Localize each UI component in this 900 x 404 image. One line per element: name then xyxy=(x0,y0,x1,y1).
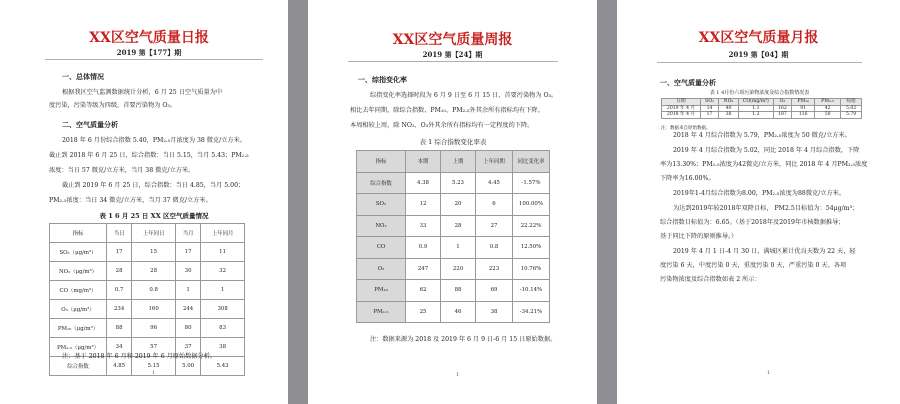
table-cell: 234 xyxy=(107,300,132,319)
table-cell: 83 xyxy=(201,319,245,338)
table-cell: 88 xyxy=(107,319,132,338)
table-header-row xyxy=(357,151,550,173)
table-cell: 33 xyxy=(406,215,441,237)
table-cell: 37 xyxy=(175,338,200,357)
table-cell: PM₁₀ xyxy=(357,280,406,302)
table-cell: 17 xyxy=(701,112,719,119)
table-row xyxy=(662,112,862,119)
table-cell: O₃（μg/m³） xyxy=(50,300,107,319)
weekly-section-1: 一、综指变化率 xyxy=(358,75,407,84)
table-cell: 46 xyxy=(441,301,476,323)
daily-issue: 2019 第【177】期 xyxy=(116,48,182,57)
weekly-table-caption: 表 1 综合指数变化率表 xyxy=(419,138,487,146)
table-cell: 0.8 xyxy=(132,281,176,300)
table-header-cell: 上期 xyxy=(441,151,476,173)
table-header-row xyxy=(50,224,245,243)
table-row xyxy=(357,301,550,323)
table-cell: 5.00 xyxy=(175,357,200,376)
table-cell: 17 xyxy=(107,243,132,262)
weekly-issue: 2019 第【24】期 xyxy=(422,50,483,59)
table-header-cell: PM₂.₅ xyxy=(815,99,841,106)
table-row xyxy=(50,262,245,281)
table-cell: NO₂ xyxy=(357,215,406,237)
table-row xyxy=(50,243,245,262)
page-gutter-right xyxy=(597,0,617,404)
monthly-para-4-line-3: 基于同比下降的原则推导。） xyxy=(660,233,738,240)
table-cell: 38 xyxy=(201,338,245,357)
table-cell: 5.79 xyxy=(841,112,862,119)
table-cell: 160 xyxy=(132,300,176,319)
table-cell: CO（mg/m³） xyxy=(50,281,107,300)
table-cell: 88 xyxy=(441,280,476,302)
table-cell: -10.14% xyxy=(513,280,550,302)
weekly-report-page xyxy=(308,0,597,404)
table-cell: 4.38 xyxy=(406,172,441,194)
table-cell: 5.02 xyxy=(841,105,862,112)
monthly-para-5-line-2: 度污染 6 天，中度污染 0 天，重度污染 0 天，严重污染 0 天。各项 xyxy=(660,262,847,269)
weekly-note: 注：数据来源为 2018 及 2019 年 6 月 9 日-6 月 15 日原始数据。 xyxy=(370,336,557,343)
daily-para-2-line-3: 浓度：当日 57 微克/立方米，当月 38 微克/立方米。 xyxy=(49,167,195,174)
daily-note: 注：基于 2018 年 6 月和 2019 年 6 月原始数据分析。 xyxy=(62,353,217,360)
weekly-title: XX区空气质量周报 xyxy=(392,32,513,48)
table-header-cell: 上年同期 xyxy=(476,151,513,173)
table-header-cell: 上年同月 xyxy=(201,224,245,243)
table-cell: 100.00% xyxy=(513,194,550,216)
table-cell: 247 xyxy=(406,258,441,280)
table-header-cell: NO₂ xyxy=(719,99,739,106)
table-cell: 28 xyxy=(132,262,176,281)
table-cell: 187 xyxy=(773,112,791,119)
table-cell: 80 xyxy=(175,319,200,338)
monthly-para-3: 2019年1-4月综合指数为8.00，PM₂.₅浓度为88微克/立方米。 xyxy=(673,190,846,197)
table-header-cell: 同比变化率 xyxy=(513,151,550,173)
table-header-cell: 本期 xyxy=(406,151,441,173)
table-cell: 30 xyxy=(175,262,200,281)
monthly-section-1: 一、空气质量分析 xyxy=(660,78,716,87)
header-rule xyxy=(348,61,558,62)
table-cell: 4.85 xyxy=(107,357,132,376)
table-cell: 15 xyxy=(132,243,176,262)
table-cell: 综合指数 xyxy=(357,172,406,194)
table-cell: 0.7 xyxy=(107,281,132,300)
table-cell: SO₂（μg/m³） xyxy=(50,243,107,262)
table-cell: 223 xyxy=(476,258,513,280)
table-cell: 32 xyxy=(201,262,245,281)
table-header-cell: 上年同日 xyxy=(132,224,176,243)
weekly-para-1-line-3: 本周相较上周，除 NO₂、O₃外其余所有指标均有一定程度的下降。 xyxy=(350,122,534,129)
monthly-table-caption: 表 1 4月份六项污染物浓度及综合指数情况表 xyxy=(709,90,810,96)
page-number: 1 xyxy=(456,372,460,378)
monthly-report-page xyxy=(617,0,900,404)
daily-report-page xyxy=(0,0,288,404)
table-row xyxy=(357,258,550,280)
table-row xyxy=(357,215,550,237)
monthly-para-1: 2018 年 4 月综合指数为 5.79，PM₂.₅浓度为 50 微克/立方米。 xyxy=(673,132,851,139)
table-cell: -34.21% xyxy=(513,301,550,323)
table-header-cell: O₃ xyxy=(773,99,791,106)
table-cell: 4.45 xyxy=(476,172,513,194)
monthly-title: XX区空气质量月报 xyxy=(698,30,819,46)
table-cell: 1 xyxy=(201,281,245,300)
table-cell: 308 xyxy=(201,300,245,319)
table-cell: 5.43 xyxy=(201,357,245,376)
table-cell: 1.1 xyxy=(738,105,773,112)
table-row xyxy=(357,280,550,302)
table-cell: 14 xyxy=(701,105,719,112)
table-row xyxy=(357,172,550,194)
table-row xyxy=(357,237,550,259)
table-cell: 11 xyxy=(201,243,245,262)
daily-para-1-line-2: 度污染，污染等级为四级，首要污染物为 O₃。 xyxy=(49,102,177,109)
header-rule xyxy=(45,59,263,60)
table-cell: 27 xyxy=(476,215,513,237)
table-header-cell: CO(mg/m³) xyxy=(738,99,773,106)
table-cell: 162 xyxy=(773,105,791,112)
table-cell: 1 xyxy=(441,237,476,259)
table-cell: 38 xyxy=(719,112,739,119)
table-cell: 17 xyxy=(175,243,200,262)
table-cell: 28 xyxy=(441,215,476,237)
table-cell: PM₁₀（μg/m³） xyxy=(50,319,107,338)
table-cell: O₃ xyxy=(357,258,406,280)
table-row xyxy=(50,319,245,338)
table-cell: 40 xyxy=(719,105,739,112)
table-cell: 220 xyxy=(441,258,476,280)
daily-para-2-line-1: 2018 年 6 月份综合指数 5.40，PM₂.₅月浓度为 38 微克/立方米。 xyxy=(62,137,247,144)
daily-para-2-line-2: 截止到 2018 年 6 月 25 日，综合指数：当日 5.15，当月 5.43；PM₂.₅ xyxy=(49,152,249,159)
daily-para-3-line-1: 截止到 2019 年 6 月 25 日，综合指数：当日 4.85，当月 5.00； xyxy=(62,182,245,189)
table-header-cell: 当日 xyxy=(107,224,132,243)
table-cell: 22.22% xyxy=(513,215,550,237)
table-cell: 综合指数 xyxy=(50,357,107,376)
monthly-para-2-line-2: 率为13.30%；PM₂.₅浓度为42微克/立方米，同比 2018 年 4 月PM₂.₅浓度 xyxy=(660,161,868,168)
page-number: 1 xyxy=(152,370,156,376)
table-cell: 0.8 xyxy=(476,237,513,259)
table-cell: 1 xyxy=(175,281,200,300)
table-cell: 244 xyxy=(175,300,200,319)
monthly-para-2-line-3: 下降率为16.00%。 xyxy=(660,175,715,182)
daily-para-1-line-1: 根据我区空气监测数据统计分析，6 月 25 日空气质量为中 xyxy=(62,89,223,96)
monthly-para-5-line-1: 2019 年 4 月 1 日-4 月 30 日，满城区累计优良天数为 22 天，轻 xyxy=(673,248,856,255)
monthly-pollutant-table xyxy=(661,98,862,119)
table-cell: 34 xyxy=(107,338,132,357)
table-cell: PM₂.₅ xyxy=(357,301,406,323)
daily-section-1: 一、总体情况 xyxy=(62,72,104,81)
table-header-cell: 综指 xyxy=(841,99,862,106)
monthly-para-4-line-1: 为达到2019年较2018年双降目标， PM2.5目标值为：54μg/m³； xyxy=(673,205,859,212)
table-header-cell: 当月 xyxy=(175,224,200,243)
table-cell: 5.15 xyxy=(132,357,176,376)
table-header-cell: SO₂ xyxy=(701,99,719,106)
table-cell: 10.76% xyxy=(513,258,550,280)
table-cell: 116 xyxy=(792,112,815,119)
table-header-cell: 日期 xyxy=(662,99,701,106)
weekly-change-rate-table xyxy=(356,150,550,323)
table-cell: 25 xyxy=(406,301,441,323)
table-cell: NO₂（μg/m³） xyxy=(50,262,107,281)
table-cell: 28 xyxy=(107,262,132,281)
table-cell: 50 xyxy=(815,112,841,119)
page-gutter-left xyxy=(288,0,308,404)
table-cell: 62 xyxy=(406,280,441,302)
monthly-para-5-line-3: 污染物浓度及综合指数如表 2 所示： xyxy=(660,276,761,283)
monthly-para-2-line-1: 2019 年 4 月综合指数为 5.02，同比 2018 年 4 月综合指数，下降 xyxy=(673,147,860,154)
monthly-issue: 2019 第【04】期 xyxy=(728,50,789,59)
table-cell: 69 xyxy=(476,280,513,302)
weekly-para-1-line-1: 综指变化率选择时段为 6 月 9 日至 6 月 15 日，首要污染物为 O₃。 xyxy=(370,92,558,99)
table-cell: 20 xyxy=(441,194,476,216)
table-cell: 42 xyxy=(815,105,841,112)
table-row xyxy=(50,300,245,319)
table-cell: PM₂.₅（μg/m³） xyxy=(50,338,107,357)
table-header-cell: 指标 xyxy=(50,224,107,243)
daily-table-caption: 表 1 6 月 25 日 XX 区空气质量情况 xyxy=(99,212,209,220)
table-header-cell: PM₁₀ xyxy=(792,99,815,106)
table-cell: 0.9 xyxy=(406,237,441,259)
table-cell: 1.2 xyxy=(738,112,773,119)
daily-section-2: 二、空气质量分析 xyxy=(62,120,118,129)
table-cell: 96 xyxy=(132,319,176,338)
table-cell: 2018 年 4 月 xyxy=(662,112,701,119)
table-cell: 6 xyxy=(476,194,513,216)
monthly-para-4-line-2: 综合指数目标值为：6.65。（基于2018年及2019年市核数据推导； xyxy=(660,219,845,226)
table-row xyxy=(357,194,550,216)
table-cell: 12.50% xyxy=(513,237,550,259)
table-cell: 5.23 xyxy=(441,172,476,194)
header-rule xyxy=(657,62,862,63)
daily-title: XX区空气质量日报 xyxy=(89,30,209,46)
table-cell: 57 xyxy=(132,338,176,357)
table-cell: 38 xyxy=(476,301,513,323)
table-cell: 12 xyxy=(406,194,441,216)
table-cell: -1.57% xyxy=(513,172,550,194)
table-cell: CO xyxy=(357,237,406,259)
table-header-cell: 指标 xyxy=(357,151,406,173)
daily-para-3-line-2: PM₂.₅浓度：当日 34 微克/立方米，当月 37 微克/立方米。 xyxy=(49,197,212,204)
table-cell: SO₂ xyxy=(357,194,406,216)
monthly-table-note: 注：数据来自原始数据。 xyxy=(661,126,711,131)
table-row xyxy=(50,281,245,300)
page-number: 1 xyxy=(767,370,771,376)
table-cell: 91 xyxy=(792,105,815,112)
table-cell: 2019 年 4 月 xyxy=(662,105,701,112)
weekly-para-1-line-2: 相比去年同期，除综合指数、PM₁₀、PM₂.₅外其余所有指标均有下降。 xyxy=(350,107,544,114)
